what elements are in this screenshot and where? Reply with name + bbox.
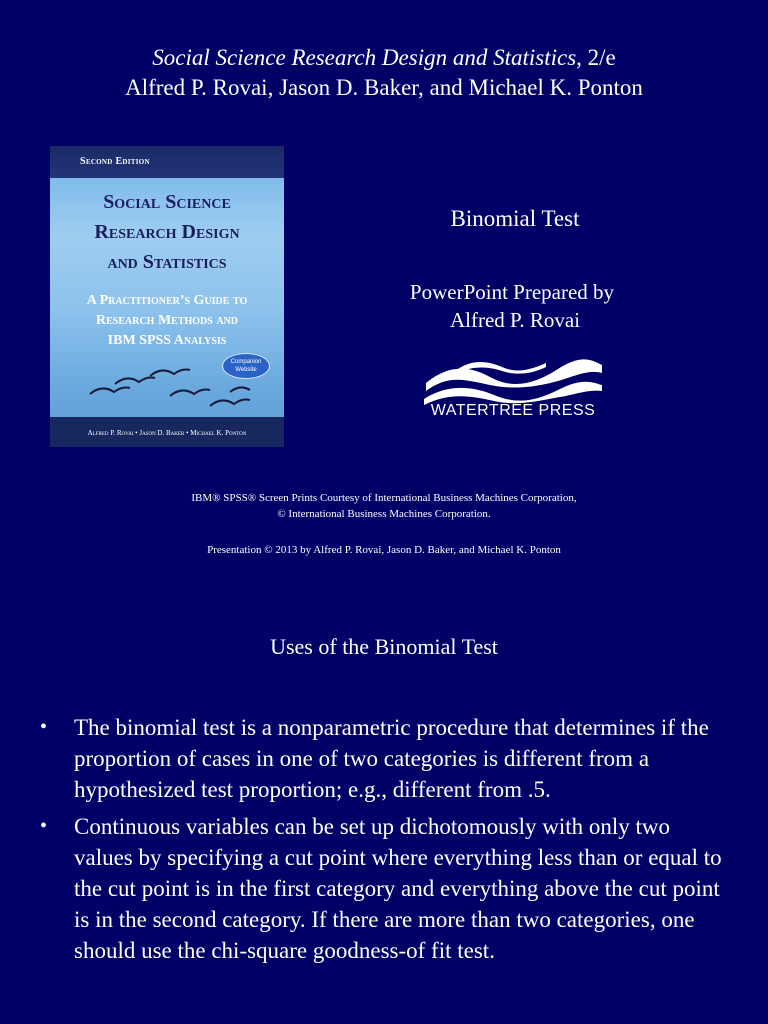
cover-authors: Alfred P. Rovai • Jason D. Baker • Michael K. Ponton — [87, 429, 247, 437]
cover-subtitle-line: IBM SPSS Analysis — [107, 333, 227, 348]
publisher-name: WATERTREE PRESS — [430, 402, 596, 419]
authors-line: Alfred P. Rovai, Jason D. Baker, and Michael K. Ponton — [125, 75, 643, 100]
bullet-text: Continuous variables can be set up dichotomously with only two values by specifying a cut point where everything less than or equal to the cut point is in the first category and everything above the cut point is in the second category. If there are more than two categories, one should use the chi-square goodness-of fit test. — [74, 814, 722, 963]
bullet-icon: • — [40, 716, 48, 738]
content-slide — [0, 600, 768, 1024]
credit-line: IBM® SPSS® Screen Prints Courtesy of International Business Machines Corporation, — [191, 492, 577, 504]
slide-title: Binomial Test — [450, 206, 580, 231]
cover-edition: Second Edition — [80, 156, 150, 167]
credit-line: © International Business Machines Corporation. — [277, 508, 491, 520]
bullet-item — [40, 811, 730, 966]
cover-subtitle-line: Research Methods and — [95, 313, 238, 328]
birds-illustration — [80, 366, 260, 416]
bullet-text: The binomial test is a nonparametric procedure that determines if the proportion of cases in one of two categories is different from a hypothesized test proportion; e.g., different from .5. — [74, 715, 709, 802]
cover-title-line: and Statistics — [107, 251, 227, 273]
book-cover-image — [50, 146, 284, 447]
badge-line: Companion — [230, 359, 262, 365]
preparer-name: Alfred P. Rovai — [449, 308, 581, 332]
book-title: Social Science Research Design and Statistics — [152, 45, 577, 70]
slide-heading: Uses of the Binomial Test — [270, 634, 498, 659]
bullet-icon: • — [40, 815, 48, 837]
prepared-by — [330, 278, 694, 334]
cover-title-line: Social Science — [103, 191, 231, 213]
prepared-by-line: PowerPoint Prepared by — [409, 280, 615, 304]
cover-subtitle-line: A Practitioner’s Guide to — [86, 293, 248, 308]
book-title-line — [0, 44, 768, 72]
copyright-line: Presentation © 2013 by Alfred P. Rovai, Jason D. Baker, and Michael K. Ponton — [207, 544, 561, 556]
edition-suffix: , 2/e — [576, 45, 616, 70]
bullet-item — [40, 712, 730, 805]
bullet-list — [40, 712, 730, 972]
cover-title-line: Research Design — [94, 221, 240, 243]
badge-line: Website — [235, 367, 257, 373]
